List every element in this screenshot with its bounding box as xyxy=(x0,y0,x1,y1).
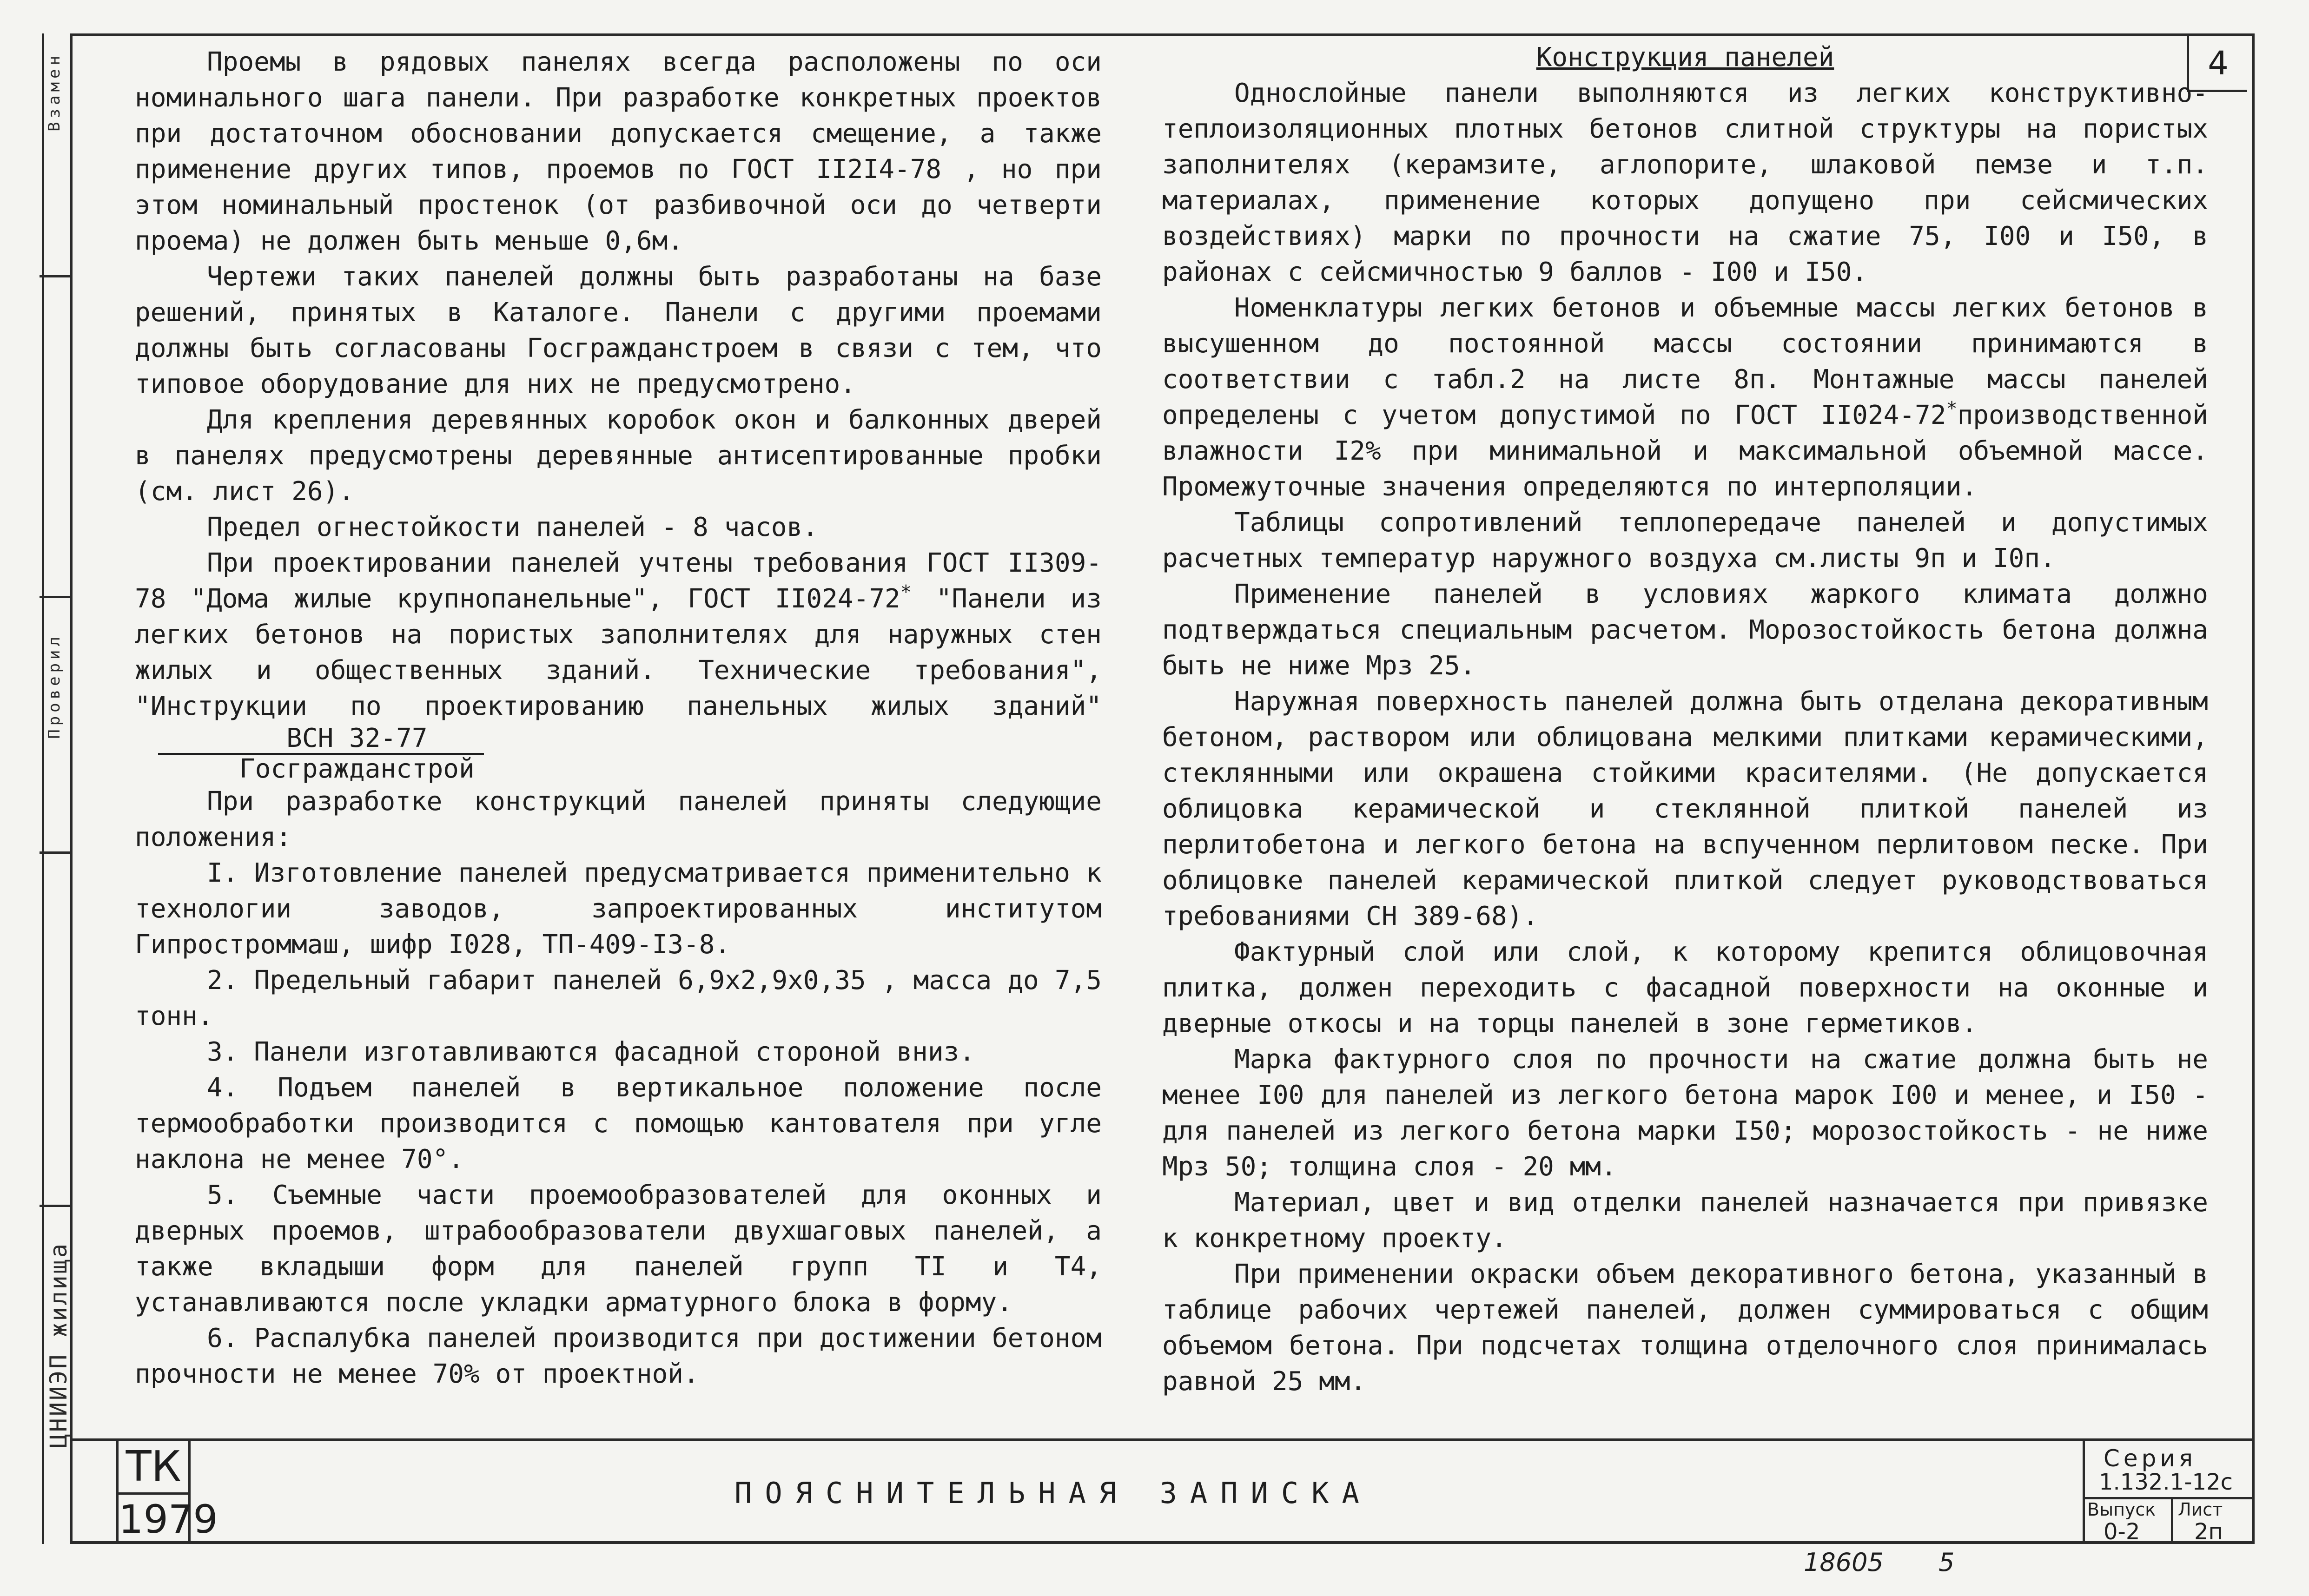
paragraph: Марка фактурного слоя по прочности на сжатие должна быть не менее I00 для панелей из легкого бетона марок I00 и менее, и I50 - для панелей из легкого бетона марки I50; морозостойкость - не ниже Мрз 50; толщина слоя - 20 мм. xyxy=(1162,1044,2208,1182)
sheet-label: Лист xyxy=(2178,1499,2223,1520)
paragraph: При разработке конструкций панелей приняты следующие положения: xyxy=(135,786,1102,852)
list-item: 6. Распалубка панелей производится при достижении бетоном прочности не менее 70% от проектной. xyxy=(135,1323,1102,1389)
side-label-checked: Проверил xyxy=(45,633,64,739)
document-title: ПОЯСНИТЕЛЬНАЯ ЗАПИСКА xyxy=(734,1476,1372,1510)
right-text-column xyxy=(1162,40,2208,1399)
side-strip xyxy=(42,33,70,1544)
paragraph-text-cont: производственной влажности I2% при минимальной и максимальной объемной массе. Промежуточные значения определяются по интерполяции. xyxy=(1162,400,2208,502)
paragraph: При применении окраски объем декоративного бетона, указанный в таблице рабочих чертежей панелей, должен суммироваться с общим объемом бетона. При подсчетах толщина отделочного слоя принималась равной 25 мм. xyxy=(1162,1259,2208,1397)
paragraph: Предел огнестойкости панелей - 8 часов. xyxy=(207,512,818,542)
list-item: 2. Предельный габарит панелей 6,9x2,9x0,35 , масса до 7,5 тонн. xyxy=(135,965,1102,1031)
star-mark: * xyxy=(1946,398,1958,420)
paragraph: Таблицы сопротивлений теплопередаче панелей и допустимых расчетных температур наружного воздуха см.листы 9п и I0п. xyxy=(1162,508,2208,574)
standards-paragraph xyxy=(135,545,1102,784)
paragraph-text: Номенклатуры легких бетонов и объемные массы легких бетонов в высушенном до постоянной массы состоянии принимаются в соответствии с табл.2 на листе 8п. Монтажные массы панелей определены с учетом допустимой по ГОСТ II024-72 xyxy=(1162,293,2208,430)
standards-text: При проектировании панелей учтены требования ГОСТ II309-78 "Дома жилые крупнопанельные", ГОСТ II024-72 xyxy=(135,548,1102,614)
paragraph: Однослойные панели выполняются из легких конструктивно-теплоизоляционных плотных бетонов слитной структуры на пористых заполнителях (керамзите, аглопорите, шлаковой пемзе и т.п. материалах, применение которых допущено при сейсмических воздействиях) марки по прочности на сжатие 75, I00 и I50, в районах с сейсмичностью 9 баллов - I00 и I50. xyxy=(1162,78,2208,287)
tk-label: ТК xyxy=(119,1441,188,1495)
issue-label: Выпуск xyxy=(2087,1499,2156,1520)
side-divider xyxy=(40,275,72,277)
section-heading: Конструкция панелей xyxy=(1536,42,1834,73)
series-box xyxy=(2083,1441,2255,1544)
sheet-value: 2п xyxy=(2194,1519,2223,1545)
fraction-numerator: ВСН 32-77 xyxy=(158,724,484,755)
paragraph: Чертежи таких панелей должны быть разработаны на базе решений, принятых в Каталоге. Панели с другими проемами должны быть согласованы Госгражданстроем в связи с тем, что типовое оборудование для них не предусмотрено. xyxy=(135,262,1102,399)
paragraph: Фактурный слой или слой, к которому крепится облицовочная плитка, должен переходить с фасадной поверхности на оконные и дверные откосы и на торцы панелей в зоне герметиков. xyxy=(1162,937,2208,1039)
standards-text-cont: "Панели из легких бетонов на пористых заполнителях для наружных стен жилых и общественных зданий. Технические требования", "Инструкции по проектированию панельных жилых зданий" xyxy=(135,584,1102,721)
paragraph: Проемы в рядовых панелях всегда расположены по оси номинального шага панели. При разработке конкретных проектов при достаточном обосновании допускается смещение, а также применение других типов, проемов по ГОСТ II2I4-78 , но при этом номинальный простенок (от разбивочной оси до четверти проема) не должен быть меньше 0,6м. xyxy=(135,47,1102,256)
sheet-number: 4 xyxy=(2187,36,2247,92)
left-text-column xyxy=(135,44,1102,1392)
issue-value: 0-2 xyxy=(2104,1519,2140,1545)
paragraph: Применение панелей в условиях жаркого климата должно подтверждаться специальным расчетом. Морозостойкость бетона должна быть не ниже Мрз 25. xyxy=(1162,579,2208,681)
list-item: 4. Подъем панелей в вертикальное положение после термообработки производится с помощью кантователя при угле наклона не менее 70°. xyxy=(135,1073,1102,1174)
series-split xyxy=(2171,1497,2173,1544)
star-mark: * xyxy=(900,581,912,603)
title-block xyxy=(70,1438,2255,1544)
series-label: Серия xyxy=(2104,1445,2197,1472)
standard-fraction xyxy=(158,724,484,784)
list-item: 5. Съемные части проемообразователей для оконных и дверных проемов, штрабообразователи двухшаговых панелей, а также вкладыши форм для панелей групп TI и Т4, устанавливаются после укладки арматурного блока в форму. xyxy=(135,1180,1102,1318)
side-divider xyxy=(40,596,72,598)
list-item: I. Изготовление панелей предусматривается применительно к технологии заводов, запроектированных институтом Гипростроммаш, шифр I028, ТП-409-I3-8. xyxy=(135,858,1102,960)
paragraph: Наружная поверхность панелей должна быть отделана декоративным бетоном, раствором или облицована мелкими плитками керамическими, стеклянными или окрашена стойкими красителями. (Не допускается облицовка керамической и стеклянной плиткой панелей из перлитобетона и легкого бетона на вспученном перлитовом песке. При облицовке панелей керамической плиткой следует руководствоваться требованиями СН 389-68). xyxy=(1162,686,2208,931)
copy-number: 5 xyxy=(1939,1548,1955,1577)
tk-year: 1979 xyxy=(119,1497,218,1542)
archive-number: 18605 xyxy=(1804,1548,1884,1577)
side-divider xyxy=(40,851,72,854)
fraction-denominator: Госгражданстрой xyxy=(239,754,475,784)
side-divider xyxy=(40,1205,72,1207)
list-item: 3. Панели изготавливаются фасадной стороной вниз. xyxy=(207,1037,975,1067)
side-label-org: ЦНИИЭП жилища xyxy=(45,1242,72,1448)
series-value: 1.132.1-12с xyxy=(2099,1469,2233,1495)
side-label-replaces: Взамен xyxy=(45,52,64,132)
tk-stamp xyxy=(116,1441,218,1544)
paragraph: Для крепления деревянных коробок окон и балконных дверей в панелях предусмотрены деревянные антисептированные пробки (см. лист 26). xyxy=(135,405,1102,507)
paragraph xyxy=(1162,290,2208,505)
paragraph: Материал, цвет и вид отделки панелей назначается при привязке к конкретному проекту. xyxy=(1162,1187,2208,1253)
